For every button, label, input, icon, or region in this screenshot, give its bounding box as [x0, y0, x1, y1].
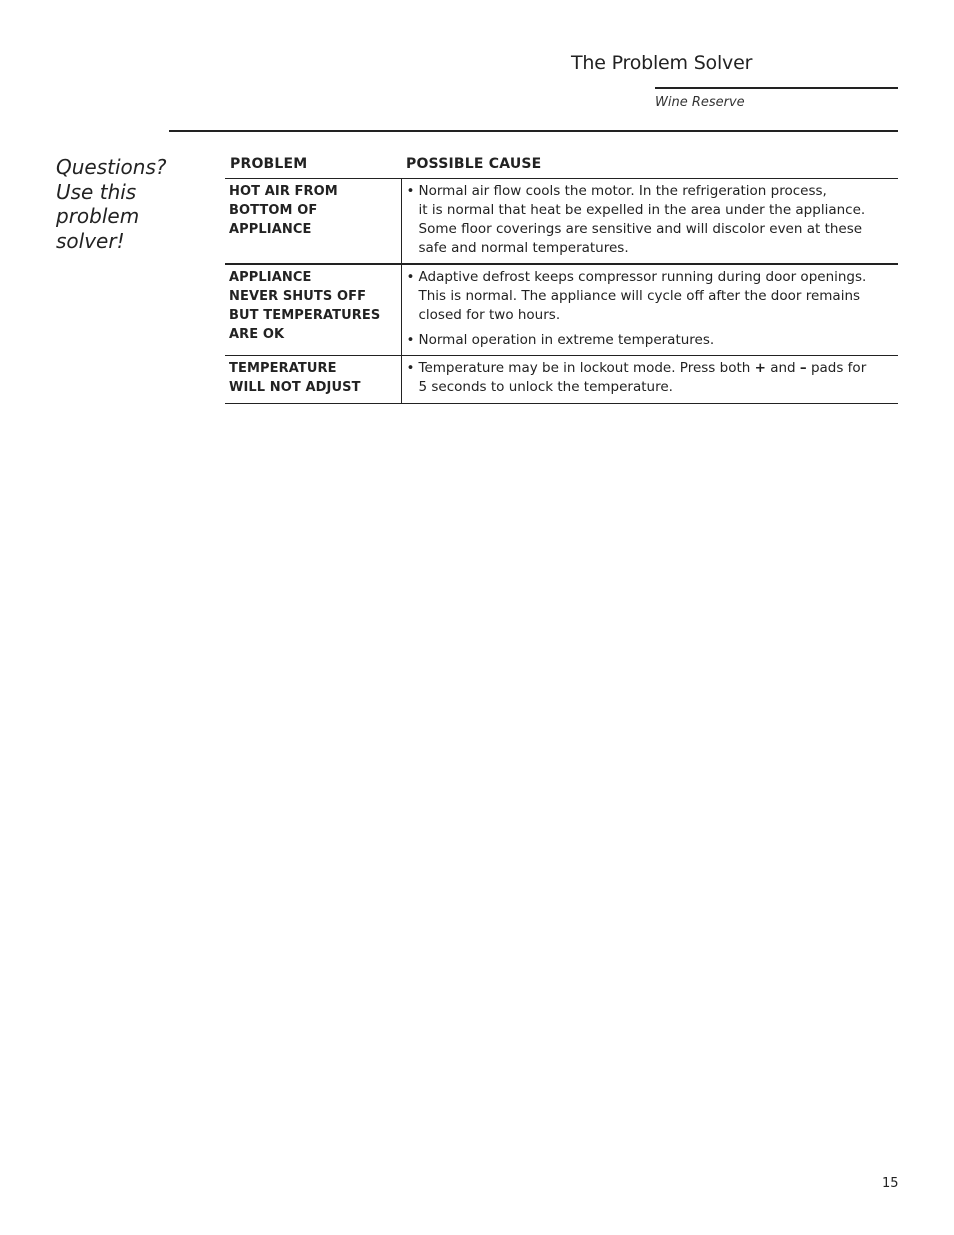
cause-cell: [401, 264, 898, 356]
cause-cell: [401, 356, 898, 404]
column-header-problem: PROBLEM: [225, 150, 401, 179]
problem-line: APPLIANCE: [229, 222, 312, 237]
header-rule-long: [169, 130, 898, 132]
cause-line: • Adaptive defrost keeps compressor running during door openings.: [418, 269, 867, 285]
page-number: 15: [882, 1176, 899, 1191]
table-row: [225, 264, 898, 356]
cause-bullet: [407, 331, 891, 350]
minus-symbol: –: [799, 360, 807, 376]
cause-text: Temperature may be in lockout mode. Press both: [418, 360, 755, 376]
page-title: The Problem Solver: [571, 52, 753, 74]
cause-line: safe and normal temperatures.: [418, 240, 629, 256]
cause-line: This is normal. The appliance will cycle off after the door remains: [418, 288, 861, 304]
cause-bullet: [407, 182, 891, 258]
page-subtitle: Wine Reserve: [655, 95, 745, 110]
problem-line: HOT AIR FROM: [229, 184, 338, 199]
cause-line: • Normal air flow cools the motor. In the refrigeration process,: [418, 183, 827, 199]
problem-line: BUT TEMPERATURES: [229, 308, 381, 323]
problem-line: APPLIANCE: [229, 270, 312, 285]
cause-line: closed for two hours.: [418, 307, 561, 323]
cause-line: 5 seconds to unlock the temperature.: [418, 379, 673, 395]
problem-line: WILL NOT ADJUST: [229, 380, 361, 395]
table-row: [225, 179, 898, 265]
cause-text: and: [765, 360, 800, 376]
cause-bullet: [407, 268, 891, 325]
problem-solver-table: [225, 150, 898, 404]
cause-line: [419, 359, 891, 378]
table-row: [225, 356, 898, 404]
table-header-row: [225, 150, 898, 179]
problem-cell: [225, 264, 401, 356]
side-heading-line: problem: [56, 204, 140, 228]
side-heading-line: Questions?: [56, 155, 167, 179]
side-heading-line: solver!: [56, 228, 125, 253]
problem-line: ARE OK: [229, 327, 285, 342]
problem-line: TEMPERATURE: [229, 361, 337, 376]
cause-line: • Normal operation in extreme temperatures.: [418, 332, 715, 348]
cause-line: it is normal that heat be expelled in the area under the appliance.: [418, 202, 866, 218]
side-heading: [56, 155, 186, 253]
cause-line: Some floor coverings are sensitive and will discolor even at these: [418, 221, 863, 237]
problem-line: NEVER SHUTS OFF: [229, 289, 367, 304]
cause-bullet: [407, 359, 891, 397]
cause-cell: [401, 179, 898, 265]
problem-cell: [225, 356, 401, 404]
problem-line: BOTTOM OF: [229, 203, 318, 218]
header-rule-short: [655, 87, 898, 89]
cause-text: pads for: [806, 360, 867, 376]
problem-cell: [225, 179, 401, 265]
plus-symbol: +: [754, 360, 766, 376]
side-heading-line: Use this: [56, 179, 137, 204]
column-header-cause: POSSIBLE CAUSE: [401, 150, 898, 179]
